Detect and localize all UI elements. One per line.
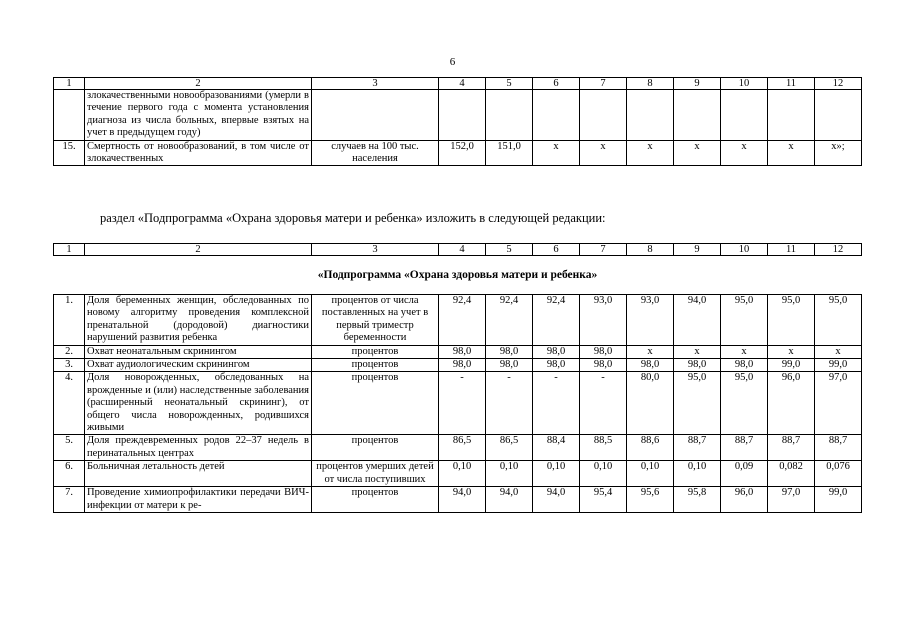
column-number-5: 5 xyxy=(486,244,533,256)
indicator-value: 95,0 xyxy=(721,372,768,435)
indicator-value: 88,7 xyxy=(674,435,721,461)
table-indicators-continued xyxy=(53,77,862,166)
table-row xyxy=(54,461,862,487)
indicator-value: 98,0 xyxy=(674,359,721,372)
row-number: 6. xyxy=(54,461,85,487)
indicator-value: 99,0 xyxy=(815,359,862,372)
indicator-value: 0,10 xyxy=(486,461,533,487)
unit-of-measure: процентов xyxy=(312,372,439,435)
table-row xyxy=(54,372,862,435)
indicator-value: 0,10 xyxy=(439,461,486,487)
indicator-value: 97,0 xyxy=(815,372,862,435)
column-number-2: 2 xyxy=(85,244,312,256)
indicator-value: 95,0 xyxy=(815,295,862,346)
indicator-value: - xyxy=(486,372,533,435)
indicator-value: 98,0 xyxy=(533,345,580,358)
indicator-name: Охват аудиологическим скринингом xyxy=(85,359,312,372)
indicator-value: 0,09 xyxy=(721,461,768,487)
indicator-value: 92,4 xyxy=(486,295,533,346)
indicator-value: 0,076 xyxy=(815,461,862,487)
indicator-name: Доля беременных женщин, обследованных по новому алгоритму проведения комплексной пренатальной (дородовой) диагностики нарушений развития ребенка xyxy=(85,295,312,346)
indicator-value: 95,8 xyxy=(674,487,721,513)
indicator-value: 0,10 xyxy=(674,461,721,487)
row-number: 1. xyxy=(54,295,85,346)
unit-of-measure: процентов умерших детей от числа поступивших xyxy=(312,461,439,487)
indicator-value: 95,4 xyxy=(580,487,627,513)
subtitle-row xyxy=(54,256,862,295)
indicator-value: х xyxy=(721,345,768,358)
indicator-value: 95,6 xyxy=(627,487,674,513)
indicator-value: х xyxy=(768,140,815,166)
indicator-value: 94,0 xyxy=(674,295,721,346)
column-number-1: 1 xyxy=(54,78,85,90)
indicator-value: 98,0 xyxy=(533,359,580,372)
indicator-value: 98,0 xyxy=(439,359,486,372)
indicator-value: 88,5 xyxy=(580,435,627,461)
table-header-row xyxy=(54,244,862,256)
indicator-value: 94,0 xyxy=(486,487,533,513)
indicator-value: 98,0 xyxy=(580,359,627,372)
indicator-value xyxy=(815,90,862,141)
row-number xyxy=(54,90,85,141)
row-number: 3. xyxy=(54,359,85,372)
column-number-3: 3 xyxy=(312,78,439,90)
column-number-10: 10 xyxy=(721,78,768,90)
indicator-value: 94,0 xyxy=(533,487,580,513)
indicator-value: 0,10 xyxy=(580,461,627,487)
indicator-value xyxy=(439,90,486,141)
indicator-value: х xyxy=(533,140,580,166)
column-number-8: 8 xyxy=(627,78,674,90)
column-number-4: 4 xyxy=(439,78,486,90)
column-number-11: 11 xyxy=(768,78,815,90)
column-number-12: 12 xyxy=(815,244,862,256)
column-number-11: 11 xyxy=(768,244,815,256)
indicator-value xyxy=(533,90,580,141)
indicator-value: х xyxy=(768,345,815,358)
section-instruction: раздел «Подпрограмма «Охрана здоровья матери и ребенка» изложить в следующей редакции: xyxy=(100,211,606,225)
unit-of-measure: процентов xyxy=(312,345,439,358)
column-number-6: 6 xyxy=(533,78,580,90)
indicator-value: 98,0 xyxy=(439,345,486,358)
column-number-7: 7 xyxy=(580,244,627,256)
indicator-value: 99,0 xyxy=(768,359,815,372)
column-number-4: 4 xyxy=(439,244,486,256)
indicator-value xyxy=(486,90,533,141)
column-number-6: 6 xyxy=(533,244,580,256)
unit-of-measure: процентов xyxy=(312,359,439,372)
indicator-value: 88,6 xyxy=(627,435,674,461)
indicator-value: 88,4 xyxy=(533,435,580,461)
unit-of-measure: случаев на 100 тыс. населения xyxy=(312,140,439,166)
unit-of-measure: процентов xyxy=(312,435,439,461)
unit-of-measure: процентов xyxy=(312,487,439,513)
indicator-value: 88,7 xyxy=(721,435,768,461)
table-row xyxy=(54,90,862,141)
column-number-5: 5 xyxy=(486,78,533,90)
indicator-value: х xyxy=(674,345,721,358)
table-header-row xyxy=(54,78,862,90)
row-number: 15. xyxy=(54,140,85,166)
indicator-value: 93,0 xyxy=(627,295,674,346)
indicator-name: Доля преждевременных родов 22–37 недель в перинатальных центрах xyxy=(85,435,312,461)
indicator-value: 0,10 xyxy=(533,461,580,487)
indicator-value: 97,0 xyxy=(768,487,815,513)
indicator-value: 96,0 xyxy=(768,372,815,435)
indicator-name: Больничная летальность детей xyxy=(85,461,312,487)
row-number: 7. xyxy=(54,487,85,513)
column-number-2: 2 xyxy=(85,78,312,90)
indicator-value: 151,0 xyxy=(486,140,533,166)
indicator-value: х xyxy=(627,345,674,358)
indicator-value: 98,0 xyxy=(721,359,768,372)
table-row xyxy=(54,359,862,372)
indicator-value: х»; xyxy=(815,140,862,166)
column-number-8: 8 xyxy=(627,244,674,256)
page-number: 6 xyxy=(449,56,456,68)
indicator-value: х xyxy=(674,140,721,166)
indicator-value: 95,0 xyxy=(674,372,721,435)
indicator-value xyxy=(627,90,674,141)
indicator-value: х xyxy=(721,140,768,166)
column-number-1: 1 xyxy=(54,244,85,256)
table-row xyxy=(54,435,862,461)
indicator-name: Проведение химиопрофилактики передачи ВИЧ-инфекции от матери к ре- xyxy=(85,487,312,513)
indicator-value: 80,0 xyxy=(627,372,674,435)
indicator-value: 88,7 xyxy=(815,435,862,461)
indicator-value: 96,0 xyxy=(721,487,768,513)
indicator-value: 94,0 xyxy=(439,487,486,513)
indicator-value xyxy=(768,90,815,141)
table-maternal-child-health xyxy=(53,243,862,513)
indicator-value: 98,0 xyxy=(580,345,627,358)
indicator-value: 86,5 xyxy=(486,435,533,461)
indicator-name: Смертность от новообразований, в том числе от злокачественных xyxy=(85,140,312,166)
indicator-value: 98,0 xyxy=(627,359,674,372)
column-number-9: 9 xyxy=(674,78,721,90)
unit-of-measure: процентов от числа поставленных на учет в первый триместр беременности xyxy=(312,295,439,346)
indicator-value xyxy=(580,90,627,141)
indicator-value: - xyxy=(439,372,486,435)
column-number-9: 9 xyxy=(674,244,721,256)
indicator-value: 99,0 xyxy=(815,487,862,513)
table-row xyxy=(54,487,862,513)
row-number: 4. xyxy=(54,372,85,435)
indicator-value: 0,082 xyxy=(768,461,815,487)
indicator-value: х xyxy=(580,140,627,166)
column-number-10: 10 xyxy=(721,244,768,256)
column-number-7: 7 xyxy=(580,78,627,90)
unit-of-measure xyxy=(312,90,439,141)
table-row xyxy=(54,295,862,346)
indicator-value: 95,0 xyxy=(768,295,815,346)
indicator-value: 86,5 xyxy=(439,435,486,461)
column-number-3: 3 xyxy=(312,244,439,256)
indicator-value: 0,10 xyxy=(627,461,674,487)
indicator-value: 98,0 xyxy=(486,359,533,372)
indicator-value xyxy=(674,90,721,141)
indicator-name: Охват неонатальным скринингом xyxy=(85,345,312,358)
indicator-value: х xyxy=(627,140,674,166)
row-number: 2. xyxy=(54,345,85,358)
indicator-value: 93,0 xyxy=(580,295,627,346)
indicator-value: 95,0 xyxy=(721,295,768,346)
indicator-value: 152,0 xyxy=(439,140,486,166)
indicator-value: 92,4 xyxy=(533,295,580,346)
indicator-value xyxy=(721,90,768,141)
subprogram-title: «Подпрограмма «Охрана здоровья матери и ребенка» xyxy=(54,256,862,295)
indicator-value: 98,0 xyxy=(486,345,533,358)
row-number: 5. xyxy=(54,435,85,461)
indicator-value: - xyxy=(580,372,627,435)
indicator-value: х xyxy=(815,345,862,358)
column-number-12: 12 xyxy=(815,78,862,90)
indicator-value: - xyxy=(533,372,580,435)
indicator-value: 92,4 xyxy=(439,295,486,346)
indicator-name: злокачественными новообразованиями (умерли в течение первого года с момента установления диагноза из числа больных, впервые взятых на учет в предыдущем году) xyxy=(85,90,312,141)
table-row xyxy=(54,140,862,166)
indicator-value: 88,7 xyxy=(768,435,815,461)
indicator-name: Доля новорожденных, обследованных на врожденные и (или) наследственные заболевания (расширенный неонатальный скрининг), от общего числа новорожденных, родившихся живыми xyxy=(85,372,312,435)
table-row xyxy=(54,345,862,358)
